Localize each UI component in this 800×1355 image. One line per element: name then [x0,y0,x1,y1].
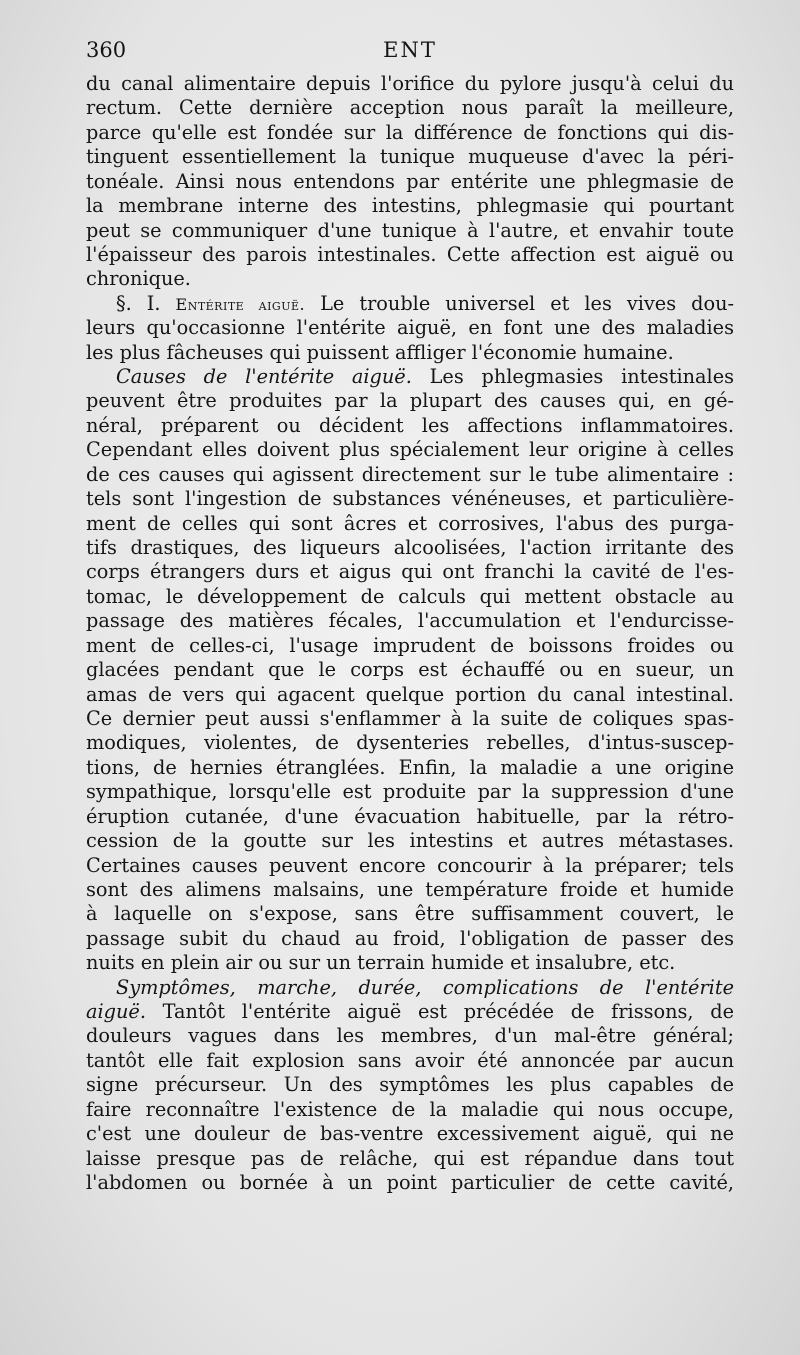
text-line [86,1000,734,1024]
text-line: éruption cutanée, d'une évacuation habituelle, par la rétro- [86,804,734,828]
text-line: du canal alimentaire depuis l'orifice du pylore jusqu'à celui du [86,72,734,95]
text-line: l'épaisseur des parois intestinales. Cette affection est aiguë ou [86,242,734,266]
text-line: peut se communiquer d'une tunique à l'autre, et envahir toute [86,218,734,242]
subheading-line [86,365,734,389]
text-line: leurs qu'occasionne l'entérite aiguë, en font une des maladies [86,316,734,340]
text-line: c'est une douleur de bas-ventre excessivement aiguë, qui ne [86,1122,734,1146]
text-line: tantôt elle fait explosion sans avoir été annoncée par aucun [86,1048,734,1072]
page-header [86,38,734,68]
text-line: passage subit du chaud au froid, l'obligation de passer des [86,926,734,950]
text-line: la membrane interne des intestins, phlegmasie qui pourtant [86,194,734,218]
text-line: néral, préparent ou décident les affections inflammatoires. [86,413,734,437]
text-line: laisse presque pas de relâche, qui est répandue dans tout [86,1146,734,1170]
text-line: Cependant elles doivent plus spécialement leur origine à celles [86,438,734,462]
text-line: signe précurseur. Un des symptômes les plus capables de [86,1073,734,1097]
subheading-symptoms-cont: aiguë. [86,1000,146,1024]
text-line: de ces causes qui agissent directement sur le tube alimentaire : [86,462,734,486]
text-line: glacées pendant que le corps est échauffé ou en sueur, un [86,658,734,682]
text-line: amas de vers qui agacent quelque portion du canal intestinal. [86,682,734,706]
section-number: §. I. [116,291,176,315]
running-head: ENT [383,38,437,62]
text-line: douleurs vagues dans les membres, d'un mal-être général; [86,1024,734,1048]
text-line: modiques, violentes, de dysenteries rebelles, d'intus-suscep- [86,731,734,755]
text-line: tels sont l'ingestion de substances vénéneuses, et particulière- [86,487,734,511]
text-line: l'abdomen ou bornée à un point particulier de cette cavité, [86,1170,734,1194]
text-line: rectum. Cette dernière acception nous paraît la meilleure, [86,96,734,120]
text-line: tifs drastiques, des liqueurs alcoolisées, l'action irritante des [86,536,734,560]
text-line: passage des matières fécales, l'accumulation et l'endurcisse- [86,609,734,633]
text-run: Tantôt l'entérite aiguë est précédée de frissons, de [145,1000,734,1024]
text-line: tinguent essentiellement la tunique muqueuse d'avec la péri- [86,145,734,169]
text-line: tomac, le développement de calculs qui mettent obstacle au [86,584,734,608]
text-run: Les phlegmasies intestinales [411,365,735,389]
text-line: sont des alimens malsains, une température froide et humide [86,877,734,901]
text-line: les plus fâcheuses qui puissent affliger l'économie humaine. [86,340,674,364]
text-line: ment de celles-ci, l'usage imprudent de boissons froides ou [86,633,734,657]
text-line: cession de la goutte sur les intestins et autres métastases. [86,829,734,853]
text-line: à laquelle on s'expose, sans être suffisamment couvert, le [86,902,734,926]
text-line: faire reconnaître l'existence de la maladie qui nous occupe, [86,1097,734,1121]
page-number: 360 [86,38,127,62]
body-text [86,72,734,1195]
text-line: ment de celles qui sont âcres et corrosives, l'abus des purga- [86,511,734,535]
section-heading-line [86,292,734,316]
text-line: corps étrangers durs et aigus qui ont franchi la cavité de l'es- [86,560,734,584]
subheading-causes: Causes de l'entérite aiguë. [116,365,412,389]
text-line: tonéale. Ainsi nous entendons par entérite une phlegmasie de [86,169,734,193]
text-line: Ce dernier peut aussi s'enflammer à la suite de coliques spas- [86,706,734,730]
text-run: Le trouble universel et les vives dou- [305,291,734,315]
section-title: Entérite aiguë. [175,294,306,314]
text-line: nuits en plein air ou sur un terrain humide et insalubre, etc. [86,951,676,975]
text-line: chronique. [86,267,191,291]
text-line: tions, de hernies étranglées. Enfin, la maladie a une origine [86,755,734,779]
subheading-symptoms: Symptômes, marche, durée, complications de l'entérite [116,975,734,999]
text-line: parce qu'elle est fondée sur la différence de fonctions qui dis- [86,120,734,144]
text-line: peuvent être produites par la plupart des causes qui, en gé- [86,389,734,413]
text-line: Certaines causes peuvent encore concourir à la préparer; tels [86,853,734,877]
subheading-line [86,976,734,1000]
text-line: sympathique, lorsqu'elle est produite par la suppression d'une [86,780,734,804]
